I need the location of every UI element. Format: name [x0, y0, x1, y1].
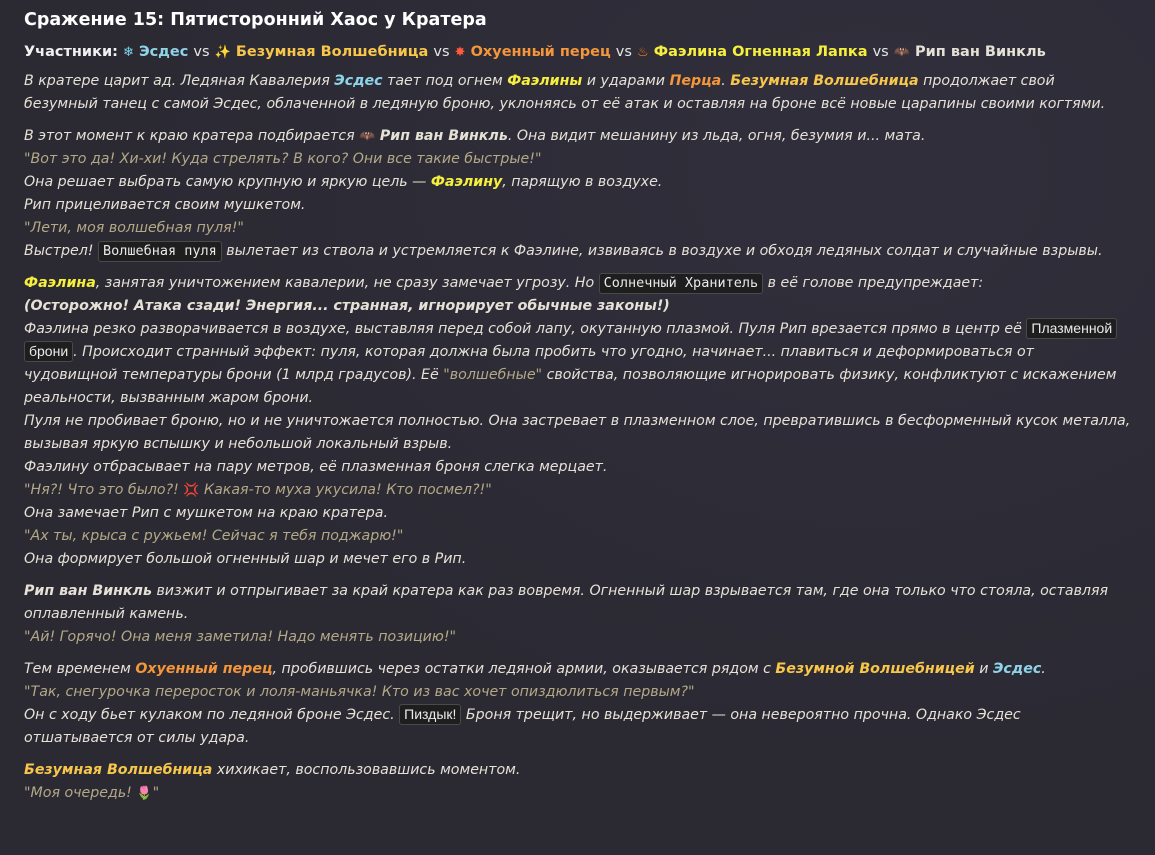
text: в её голове предупреждает:	[763, 275, 984, 291]
text: . Она видит мешанину из льда, огня, безумия и... мата.	[507, 128, 926, 144]
text: "Ня?! Что это было?!	[24, 482, 184, 498]
skill-tag-punch: Пиздык!	[399, 704, 461, 725]
name-witch: Безумная Волшебница	[730, 73, 919, 89]
text: Тем временем	[24, 661, 136, 677]
text: вылетает из ствола и устремляется к Фаэлине, извиваясь в воздухе и обходя ледяных солдат и случайные взрывы.	[221, 243, 1103, 259]
text: . Происходит странный эффект: пуля, которая должна была пробить что угодно, начинает... плавиться и деформироваться от чудовищной температуры брони (1 млрд градусов). Её	[24, 344, 1034, 383]
quote-rip: "Ай! Горячо! Она меня заметила! Надо менять позицию!"	[24, 629, 457, 645]
page-title: Сражение 15: Пятисторонний Хаос у Кратера	[24, 10, 487, 30]
text: "	[152, 785, 160, 801]
bat-icon: 🦇	[359, 129, 376, 144]
participants-label: Участники:	[24, 44, 118, 60]
name-pepper: Перца	[669, 73, 722, 89]
skill-tag-magic-bullet: Волшебная пуля	[98, 241, 222, 262]
text: визжит и отпрыгивает за край кратера как раз вовремя. Огненный шар взрывается там, где она только что стояла, оставляя оплавленный камень.	[24, 583, 1109, 622]
text: "Моя очередь!	[24, 785, 137, 801]
text: Фаэлина резко разворачивается в воздухе, выставляя перед собой лапу, окутанную плазмой. Пуля Рип врезается прямо в центр её	[24, 321, 1027, 337]
name-rip: Рип ван Винкль	[24, 583, 152, 599]
quote-faelina	[24, 479, 1131, 502]
story-paragraph	[24, 704, 1131, 750]
story-line	[24, 171, 1131, 194]
story-line: Она замечает Рип с мушкетом на краю кратера.	[24, 505, 388, 521]
name-esdes: Эсдес	[992, 661, 1042, 677]
quote-faelina: "Ах ты, крыса с ружьем! Сейчас я тебя поджарю!"	[24, 528, 404, 544]
story-line: Фаэлину отбрасывает на пару метров, её плазменная броня слегка мерцает.	[24, 459, 608, 475]
name-witch: Безумной Волшебницей	[775, 661, 975, 677]
vs-separator: vs	[433, 44, 450, 60]
text: хихикает, воспользовавшись моментом.	[212, 762, 521, 778]
inner-voice: (Осторожно! Атака сзади! Энергия... странная, игнорирует обычные законы!)	[24, 298, 670, 314]
explosion-icon: ✸	[454, 45, 466, 60]
text: Выстрел!	[24, 243, 98, 259]
skill-tag-plasma-armor: брони	[24, 341, 73, 362]
name-faelina: Фаэлину	[430, 174, 503, 190]
text: В кратере царит ад. Ледяная Кавалерия	[24, 73, 335, 89]
participant-rip: Рип ван Винкль	[915, 44, 1046, 60]
text: , занятая уничтожением кавалерии, не сразу замечает угрозу. Но	[95, 275, 599, 291]
name-pepper: Охуенный перец	[135, 661, 273, 677]
name-esdes: Эсдес	[334, 73, 383, 89]
story-line	[24, 240, 1131, 263]
participants-line	[24, 44, 1131, 60]
quote-pepper: "Так, снегурочка переросток и лоля-маньячка! Кто из вас хочет опиздюлиться первым?"	[24, 684, 695, 700]
text: тает под огнем	[382, 73, 508, 89]
text: , пробившись через остатки ледяной армии, оказывается рядом с	[272, 661, 776, 677]
text: Броня трещит, но выдерживает — она невероятно прочна. Однако Эсдес отшатывается от силы удара.	[24, 707, 1021, 746]
text: и	[974, 661, 993, 677]
text: свойства, позволяющие игнорировать физику, конфликтуют с искажением реальности, вызванным жаром брони.	[24, 367, 1117, 406]
name-faelina: Фаэлина	[24, 275, 96, 291]
tulip-icon: 🌷	[136, 786, 153, 801]
participant-faelina: Фаэлина Огненная Лапка	[653, 44, 868, 60]
story-line: Она формирует большой огненный шар и мечет его в Рип.	[24, 551, 467, 567]
participant-witch: Безумная Волшебница	[235, 44, 429, 60]
bat-icon: 🦇	[893, 45, 910, 60]
story-line	[24, 658, 1131, 681]
quote-rip: "Лети, моя волшебная пуля!"	[24, 220, 244, 236]
story-line: Рип прицеливается своим мушкетом.	[24, 197, 306, 213]
skill-tag-plasma-armor: Плазменной	[1026, 318, 1117, 339]
story-paragraph	[24, 318, 1131, 410]
vs-separator: vs	[872, 44, 889, 60]
vs-separator: vs	[193, 44, 210, 60]
story-paragraph	[24, 580, 1131, 626]
quoted-word: "волшебные"	[443, 367, 543, 383]
sparkles-icon: ✨	[214, 45, 231, 60]
text: Она решает выбрать самую крупную и яркую цель —	[24, 174, 431, 190]
story-paragraph: Пуля не пробивает броню, но и не уничтожается полностью. Она застревает в плазменном слое, превратившись в бесформенный кусок металла, вызывая яркую вспышку и небольшой локальный взрыв.	[24, 413, 1131, 452]
text: и ударами	[582, 73, 670, 89]
quote-witch	[24, 782, 1131, 805]
participant-esdes: Эсдес	[138, 44, 189, 60]
fire-icon: ♨	[636, 45, 649, 60]
name-faelina: Фаэлины	[507, 73, 583, 89]
text: .	[721, 73, 731, 89]
story-line	[24, 272, 1131, 295]
text: продолжает свой безумный танец с самой Эсдес, облаченной в ледяную броню, уклоняясь от её атак и оставляя на броне всё новые царапины своими когтями.	[24, 73, 1106, 112]
name-witch: Безумная Волшебница	[24, 762, 213, 778]
quote-rip: "Вот это да! Хи-хи! Куда стрелять? В кого? Они все такие быстрые!"	[24, 151, 542, 167]
snowflake-icon: ❄	[122, 45, 134, 60]
vs-separator: vs	[615, 44, 632, 60]
participant-pepper: Охуенный перец	[470, 44, 611, 60]
text: , парящую в воздухе.	[502, 174, 663, 190]
story-line	[24, 759, 1131, 782]
text: В этот момент к краю кратера подбирается	[24, 128, 360, 144]
text: .	[1041, 661, 1046, 677]
text: Он с ходу бьет кулаком по ледяной броне Эсдес.	[24, 707, 400, 723]
skill-tag-sun-guardian: Солнечный Хранитель	[599, 273, 763, 294]
name-rip: Рип ван Винкль	[379, 128, 508, 144]
story-paragraph	[24, 125, 1131, 148]
text: Какая-то муха укусила! Кто посмел?!"	[199, 482, 492, 498]
story-paragraph	[24, 70, 1131, 116]
anger-icon: 💢	[183, 483, 200, 498]
